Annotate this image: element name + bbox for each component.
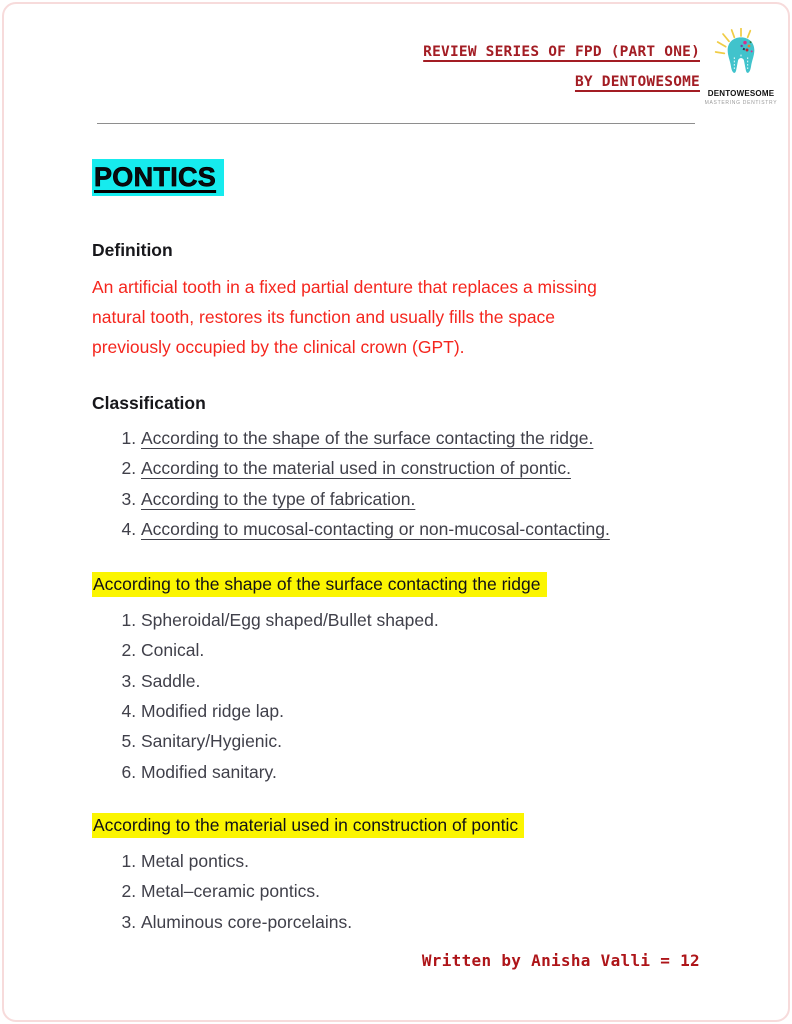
- material-section-heading: [92, 813, 700, 837]
- list-item: [141, 876, 700, 906]
- list-item: [141, 635, 700, 665]
- list-item-text: According to the material used in construction of pontic.: [141, 458, 571, 479]
- list-item-text: Saddle.: [141, 670, 201, 691]
- list-item: [141, 846, 700, 876]
- list-item-text: Modified ridge lap.: [141, 701, 284, 722]
- list-item: [141, 453, 700, 483]
- list-item-text: Spheroidal/Egg shaped/Bullet shaped.: [141, 610, 439, 631]
- classification-heading: Classification: [92, 393, 206, 413]
- footer-author-credit: Written by Anisha Valli = 12: [421, 951, 700, 970]
- list-item: [141, 514, 700, 544]
- list-item: [141, 726, 700, 756]
- header-divider: [97, 123, 695, 124]
- definition-line: natural tooth, restores its function and usually fills the space: [92, 307, 556, 327]
- page-title: PONTICS: [92, 159, 224, 196]
- logo-tagline-text: MASTERING DENTISTRY: [704, 100, 778, 106]
- shape-section-heading: [92, 572, 700, 596]
- document-body: [0, 160, 792, 937]
- logo-brand-text: DENTOWESOME: [707, 89, 775, 98]
- material-list: [92, 846, 700, 937]
- list-item-text: Metal–ceramic pontics.: [141, 881, 320, 902]
- list-item: [141, 666, 700, 696]
- header-text-block: [0, 0, 792, 91]
- list-item: [141, 757, 700, 787]
- list-item: [141, 423, 700, 453]
- page-header: [0, 0, 792, 106]
- list-item-text: According to the type of fabrication.: [141, 488, 416, 509]
- list-item-text: Modified sanitary.: [141, 761, 277, 782]
- definition-line: previously occupied by the clinical crown (GPT).: [92, 337, 465, 357]
- dentowesome-logo: [696, 28, 786, 106]
- classification-list: [92, 423, 700, 544]
- list-item-text: According to the shape of the surface contacting the ridge.: [141, 428, 594, 448]
- list-item-text: Aluminous core-porcelains.: [141, 911, 353, 932]
- list-item: [141, 907, 700, 937]
- material-heading-highlight: According to the material used in construction of pontic: [92, 813, 524, 838]
- list-item: [141, 605, 700, 635]
- list-item-text: Conical.: [141, 640, 205, 661]
- list-item-text: Metal pontics.: [141, 850, 249, 871]
- page-title-wrap: [92, 160, 700, 199]
- tooth-icon: [709, 28, 773, 88]
- definition-heading: Definition: [92, 240, 173, 260]
- list-item-text: Sanitary/Hygienic.: [141, 731, 283, 752]
- header-byline: BY DENTOWESOME: [574, 74, 700, 90]
- definition-text: [92, 272, 700, 362]
- shape-heading-highlight: According to the shape of the surface contacting the ridge: [92, 572, 547, 597]
- definition-line: An artificial tooth in a fixed partial denture that replaces a missing: [92, 277, 597, 297]
- list-item: [141, 484, 700, 514]
- list-item: [141, 696, 700, 726]
- shape-list: [92, 605, 700, 787]
- list-item-text: According to mucosal-contacting or non-mucosal-contacting.: [141, 518, 610, 539]
- header-series-title: REVIEW SERIES OF FPD (PART ONE): [423, 44, 700, 60]
